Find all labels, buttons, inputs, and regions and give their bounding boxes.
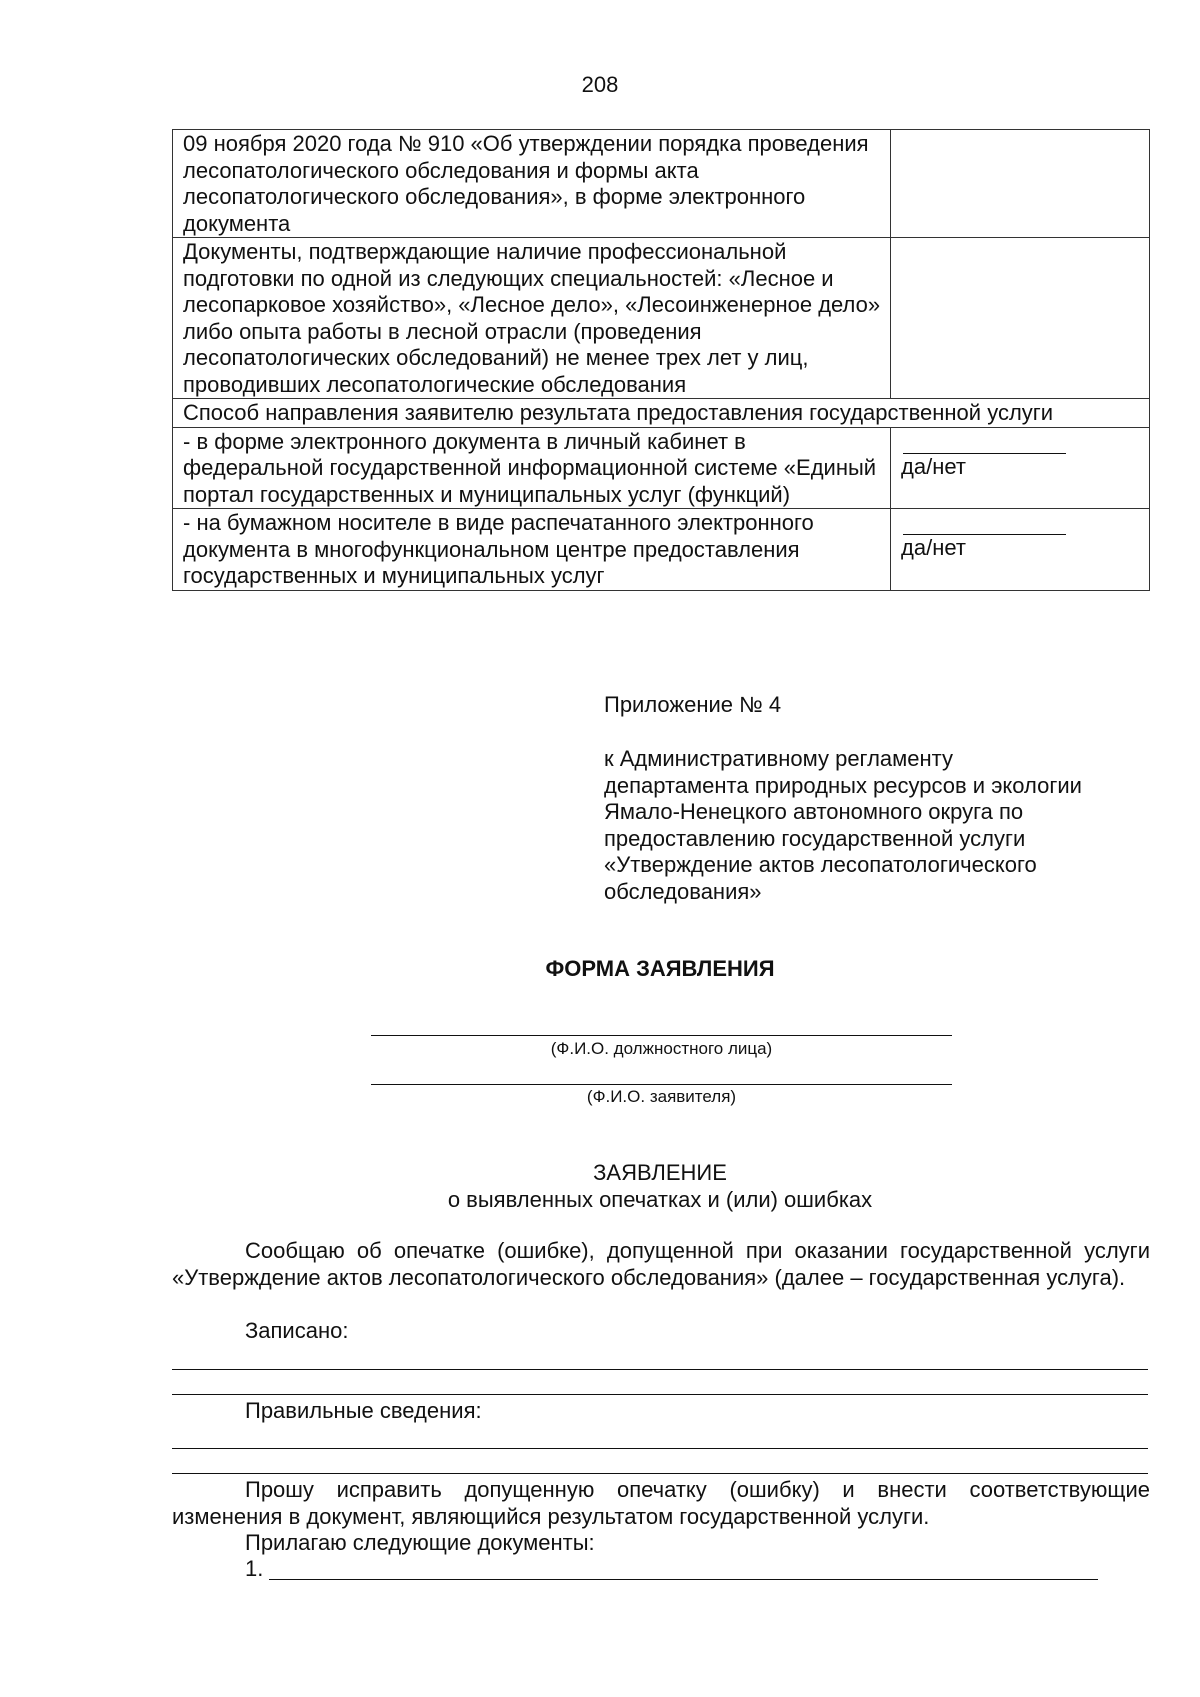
report-paragraph: Сообщаю об опечатке (ошибке), допущенной при оказании государственной услуги «Утверждение актов лесопатологического обследования» (далее – государственная услуга). bbox=[172, 1238, 1150, 1290]
documents-table bbox=[172, 129, 1150, 591]
correct-fill-line[interactable] bbox=[172, 1448, 1148, 1449]
official-name-line[interactable] bbox=[371, 1035, 952, 1036]
table-cell-electronic-option: - в форме электронного документа в личный кабинет в федеральной государственной информационной системе «Единый портал государственных и муниципальных услуг (функций) bbox=[173, 427, 891, 509]
official-name-caption: (Ф.И.О. должностного лица) bbox=[550, 1039, 773, 1058]
applicant-name-caption: (Ф.И.О. заявителя) bbox=[586, 1087, 737, 1106]
table-row bbox=[173, 238, 1150, 399]
answer-blank-line[interactable] bbox=[903, 510, 1066, 535]
attachment-item-number: 1. bbox=[245, 1556, 264, 1581]
answer-blank-line[interactable] bbox=[903, 429, 1066, 454]
statement-title: ЗАЯВЛЕНИЕ bbox=[593, 1160, 727, 1185]
table-row bbox=[173, 427, 1150, 509]
table-cell-delivery-method: Способ направления заявителю результата предоставления государственной услуги bbox=[173, 399, 1150, 428]
appendix-number: Приложение № 4 bbox=[604, 692, 782, 717]
appendix-line: предоставлению государственной услуги bbox=[604, 825, 1026, 851]
written-label: Записано: bbox=[245, 1318, 349, 1343]
attachments-label: Прилагаю следующие документы: bbox=[245, 1530, 595, 1555]
table-cell-qualification-docs: Документы, подтверждающие наличие профессиональной подготовки по одной из следующих специальностей: «Лесное и лесопарковое хозяйство», «Лесное дело», «Лесоинженерное дело» либо опыта работы в лесной отрасли (проведения лесопатологических обследований) не менее трех лет у лиц, проводивших лесопатологические обследования bbox=[173, 238, 891, 399]
table-row bbox=[173, 130, 1150, 238]
table-cell-answer bbox=[891, 509, 1150, 591]
table-row bbox=[173, 399, 1150, 428]
statement-subtitle: о выявленных опечатках и (или) ошибках bbox=[447, 1187, 873, 1212]
written-fill-line[interactable] bbox=[172, 1369, 1148, 1370]
request-paragraph: Прошу исправить допущенную опечатку (ошибку) и внести соответствующие изменения в документ, являющийся результатом государственной услуги. bbox=[172, 1477, 1150, 1529]
attachment-fill-line[interactable] bbox=[269, 1579, 1098, 1580]
form-title: ФОРМА ЗАЯВЛЕНИЯ bbox=[545, 956, 775, 981]
appendix-line: Ямало-Ненецкого автономного округа по bbox=[604, 799, 1024, 824]
table-cell-order-reference: 09 ноября 2020 года № 910 «Об утверждении порядка проведения лесопатологического обследования и формы акта лесопатологического обследования», в форме электронного документа bbox=[173, 130, 891, 238]
correct-fill-line[interactable] bbox=[172, 1473, 1148, 1474]
appendix-line: к Административному регламенту bbox=[604, 746, 954, 771]
applicant-name-line[interactable] bbox=[371, 1084, 952, 1085]
page-number: 208 bbox=[581, 72, 619, 97]
answer-yes-no: да/нет bbox=[901, 535, 966, 560]
written-fill-line[interactable] bbox=[172, 1394, 1148, 1395]
table-cell-answer bbox=[891, 427, 1150, 509]
table-cell-empty bbox=[891, 238, 1150, 399]
table-row bbox=[173, 509, 1150, 591]
table-cell-paper-option: - на бумажном носителе в виде распечатанного электронного документа в многофункциональном центре предоставления государственных и муниципальных услуг bbox=[173, 509, 891, 591]
appendix-line: департамента природных ресурсов и экологии bbox=[604, 772, 1082, 798]
table-cell-empty bbox=[891, 130, 1150, 238]
answer-yes-no: да/нет bbox=[901, 453, 966, 479]
correct-label: Правильные сведения: bbox=[245, 1398, 482, 1423]
appendix-line: «Утверждение актов лесопатологического bbox=[604, 852, 1037, 877]
appendix-line: обследования» bbox=[604, 878, 762, 904]
